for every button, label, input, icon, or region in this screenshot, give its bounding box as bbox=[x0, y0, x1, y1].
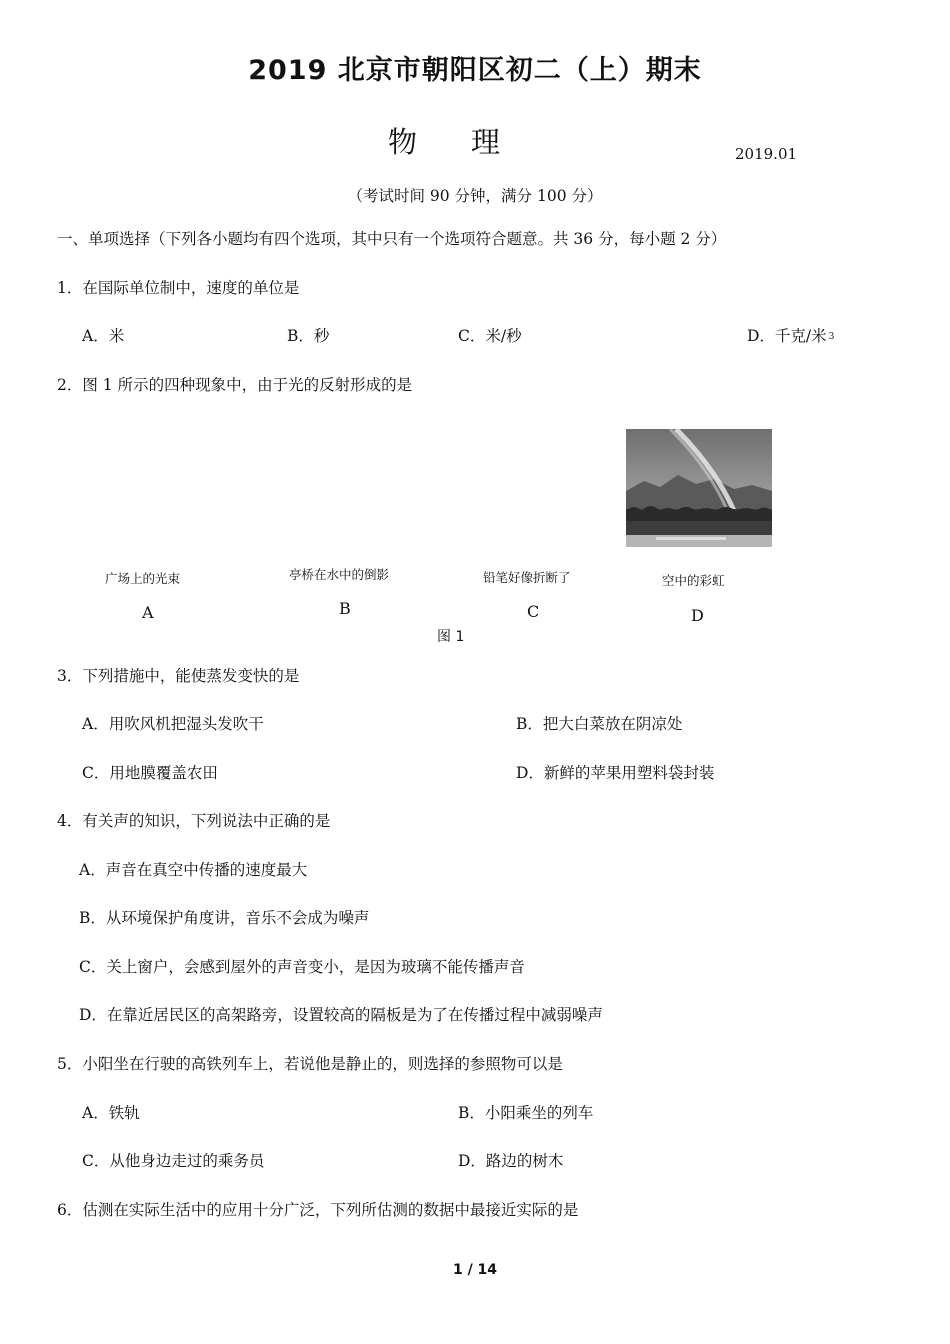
exam-note: （考试时间 90 分钟，满分 100 分） bbox=[347, 187, 603, 205]
subject-title: 物理 bbox=[388, 125, 555, 159]
question-4-stem: 4．有关声的知识，下列说法中正确的是 bbox=[57, 812, 331, 830]
question-4-option-b: B．从环境保护角度讲，音乐不会成为噪声 bbox=[79, 909, 370, 927]
exam-date: 2019.01 bbox=[735, 145, 798, 163]
question-4-option-a: A．声音在真空中传播的速度最大 bbox=[79, 861, 308, 879]
question-5-option-c: C．从他身边走过的乘务员 bbox=[82, 1152, 265, 1170]
question-3-option-c: C．用地膜覆盖农田 bbox=[82, 764, 218, 782]
question-3-option-a: A．用吹风机把湿头发吹干 bbox=[82, 715, 264, 733]
question-5-option-a: A．铁轨 bbox=[82, 1104, 140, 1122]
question-4-option-c: C．关上窗户，会感到屋外的声音变小，是因为玻璃不能传播声音 bbox=[79, 958, 525, 976]
caption-a: 广场上的光束 bbox=[105, 571, 181, 586]
page-number: 1 / 14 bbox=[452, 1262, 498, 1278]
figure-letter-a: A bbox=[142, 603, 154, 622]
question-1-option-b: B．秒 bbox=[287, 327, 330, 345]
question-1-option-d bbox=[747, 324, 834, 346]
caption-c: 铅笔好像折断了 bbox=[483, 570, 571, 585]
figure-letter-c: C bbox=[527, 602, 540, 621]
question-5-option-b: B．小阳乘坐的列车 bbox=[458, 1104, 594, 1122]
question-1-option-c: C．米/秒 bbox=[458, 327, 522, 345]
question-2-stem: 2．图 1 所示的四种现象中，由于光的反射形成的是 bbox=[57, 376, 413, 394]
question-1-stem: 1．在国际单位制中，速度的单位是 bbox=[57, 279, 300, 297]
question-3-stem: 3．下列措施中，能使蒸发变快的是 bbox=[57, 667, 300, 685]
section-heading: 一、单项选择（下列各小题均有四个选项，其中只有一个选项符合题意。共 36 分，每小题 2 分） bbox=[57, 230, 727, 248]
rainbow-photo bbox=[626, 429, 772, 547]
question-3-option-b: B．把大白菜放在阴凉处 bbox=[516, 715, 683, 733]
question-4-option-d: D．在靠近居民区的高架路旁，设置较高的隔板是为了在传播过程中减弱噪声 bbox=[79, 1006, 603, 1024]
question-5-option-d: D．路边的树木 bbox=[458, 1152, 564, 1170]
question-5-stem: 5．小阳坐在行驶的高铁列车上，若说他是静止的，则选择的参照物可以是 bbox=[57, 1055, 563, 1073]
cube-exponent: 3 bbox=[828, 332, 835, 342]
figure-letter-d: D bbox=[691, 606, 704, 625]
question-1-option-a: A．米 bbox=[82, 327, 125, 345]
document-title: 2019 北京市朝阳区初二（上）期末 bbox=[248, 55, 702, 86]
question-1-option-d-text: D．千克/米 bbox=[747, 327, 827, 345]
question-6-stem: 6．估测在实际生活中的应用十分广泛，下列所估测的数据中最接近实际的是 bbox=[57, 1201, 579, 1219]
question-3-option-d: D．新鲜的苹果用塑料袋封装 bbox=[516, 764, 715, 782]
figure-label: 图 1 bbox=[437, 629, 465, 645]
caption-b: 亭桥在水中的倒影 bbox=[289, 567, 390, 582]
figure-letter-b: B bbox=[339, 599, 351, 618]
caption-d: 空中的彩虹 bbox=[662, 573, 725, 588]
